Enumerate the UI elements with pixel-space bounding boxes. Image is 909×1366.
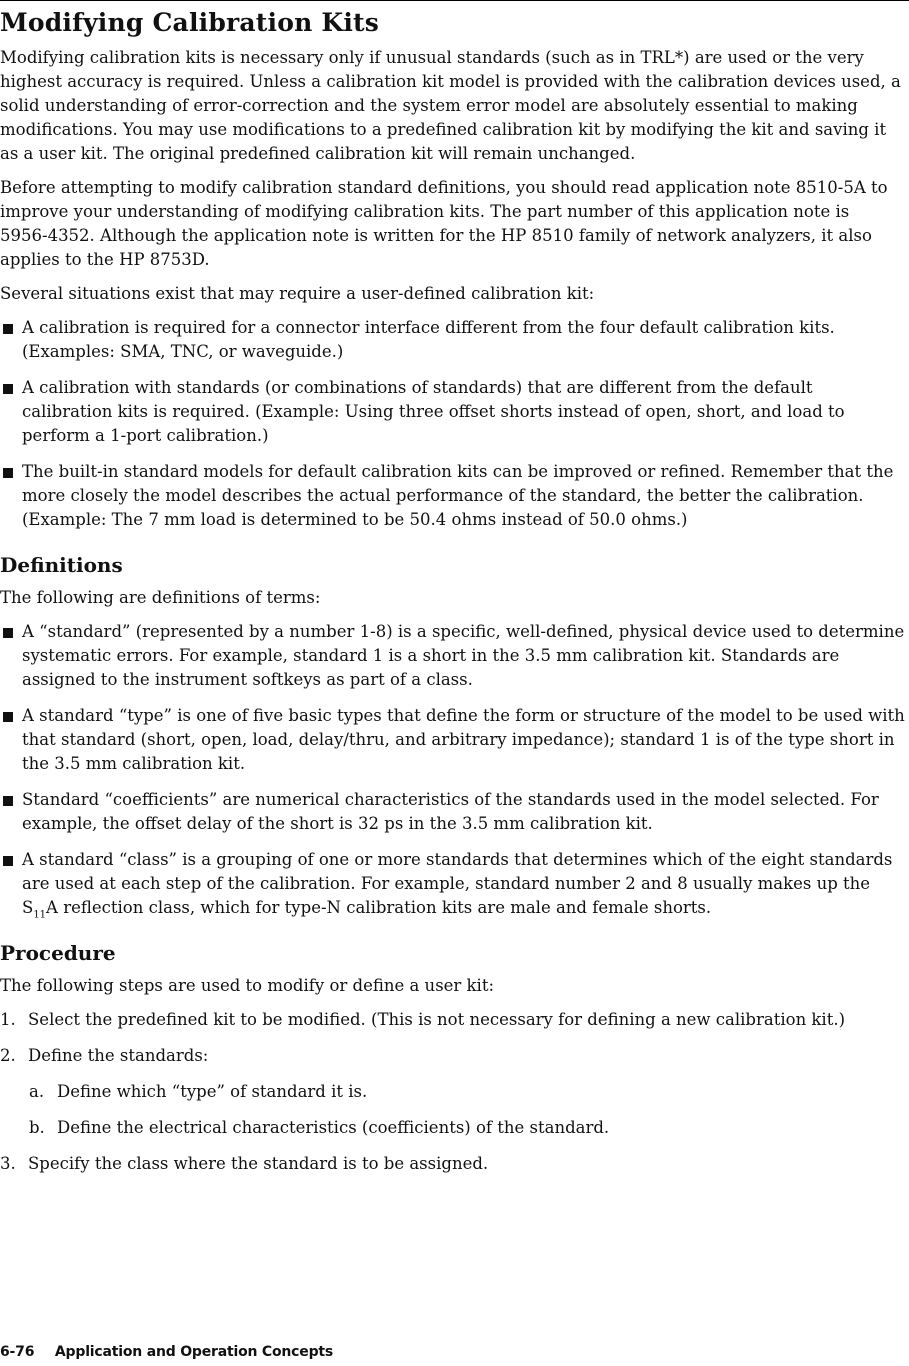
square-bullet-icon xyxy=(3,856,13,866)
list-item xyxy=(0,376,907,448)
list-item-text xyxy=(22,850,893,921)
class-text-before: A standard “class” is a grouping of one or more standards that determines which of the eight standards are used at each step of the calibration. For example, standard number 2 and 8 usually makes up the S xyxy=(22,850,893,917)
list-item-text: A standard “type” is one of five basic types that define the form or structure of the model to be used with that standard (short, open, load, delay/thru, and arbitrary impedance); standard 1 is of the type short in the 3.5 mm calibration kit. xyxy=(22,706,905,773)
s-parameter-subscript: 11 xyxy=(33,909,47,921)
procedure-step xyxy=(0,1044,908,1068)
intro-paragraph-2: Before attempting to modify calibration standard definitions, you should read application note 8510-5A to improve your understanding of modifying calibration kits. The part number of this application note is 5956-4352. Although the application note is written for the HP 8510 family of network analyzers, it also applies to the HP 8753D. xyxy=(0,178,888,269)
list-item-text: A calibration with standards (or combinations of standards) that are different from the default calibration kits is required. (Example: Using three offset shorts instead of open, short, and load to perform a 1-port calibration.) xyxy=(22,378,845,445)
procedure-substep xyxy=(0,1080,907,1104)
procedure-step xyxy=(0,1152,908,1176)
intro-paragraph-1: Modifying calibration kits is necessary only if unusual standards (such as in TRL*) are used or the very highest accuracy is required. Unless a calibration kit model is provided with the calibration devices used, a solid understanding of error-correction and the system error model are absolutely essential to making modifications. You may use modifications to a predefined calibration kit by modifying the kit and saving it as a user kit. The original predefined calibration kit will remain unchanged. xyxy=(0,48,901,163)
top-rule xyxy=(0,0,909,1)
section-title: Modifying Calibration Kits xyxy=(0,8,380,37)
list-item-text: A calibration is required for a connector interface different from the four default calibration kits. (Examples: SMA, TNC, or waveguide.) xyxy=(22,318,835,361)
class-text-after: A reflection class, which for type-N calibration kits are male and female shorts. xyxy=(46,898,712,917)
step-text: Select the predefined kit to be modified. (This is not necessary for defining a new calibration kit.) xyxy=(28,1010,846,1029)
substep-text: Define the electrical characteristics (coefficients) of the standard. xyxy=(57,1118,610,1137)
list-item xyxy=(0,620,907,692)
definitions-intro: The following are definitions of terms: xyxy=(0,588,321,607)
step-text: Specify the class where the standard is to be assigned. xyxy=(28,1154,489,1173)
procedure-heading: Procedure xyxy=(0,941,116,965)
list-item xyxy=(0,848,907,920)
list-item xyxy=(0,460,907,532)
substep-letter: a. xyxy=(29,1082,45,1101)
definitions-heading: Definitions xyxy=(0,553,123,577)
procedure-substep xyxy=(0,1116,907,1140)
square-bullet-icon xyxy=(3,384,13,394)
substep-letter: b. xyxy=(29,1118,45,1137)
page-footer xyxy=(0,1344,333,1360)
list-item xyxy=(0,316,907,364)
list-item xyxy=(0,788,907,836)
situations-list xyxy=(0,316,909,532)
list-item-text: A “standard” (represented by a number 1-8) is a specific, well-defined, physical device used to determine systematic errors. For example, standard 1 is a short in the 3.5 mm calibration kit. Standards are assigned to the instrument softkeys as part of a class. xyxy=(22,622,905,689)
list-item-text: Standard “coefficients” are numerical characteristics of the standards used in the model selected. For example, the offset delay of the short is 32 ps in the 3.5 mm calibration kit. xyxy=(22,790,879,833)
procedure-intro: The following steps are used to modify or define a user kit: xyxy=(0,976,495,995)
step-number: 2. xyxy=(0,1046,16,1065)
square-bullet-icon xyxy=(3,324,13,334)
list-item-text: The built-in standard models for default calibration kits can be improved or refined. Remember that the more closely the model describes the actual performance of the standard, the better the calibration. (Example: The 7 mm load is determined to be 50.4 ohms instead of 50.0 ohms.) xyxy=(22,462,894,529)
chapter-title: Application and Operation Concepts xyxy=(54,1344,334,1360)
square-bullet-icon xyxy=(3,628,13,638)
procedure-step xyxy=(0,1008,908,1032)
step-number: 3. xyxy=(0,1154,16,1173)
square-bullet-icon xyxy=(3,796,13,806)
page-content xyxy=(0,6,909,1188)
step-text: Define the standards: xyxy=(28,1046,209,1065)
list-item xyxy=(0,704,907,776)
substep-text: Define which “type” of standard it is. xyxy=(57,1082,368,1101)
page-number: 6-76 xyxy=(0,1344,35,1360)
intro-paragraph-3: Several situations exist that may require a user-defined calibration kit: xyxy=(0,284,595,303)
step-number: 1. xyxy=(0,1010,16,1029)
definitions-list xyxy=(0,620,909,920)
square-bullet-icon xyxy=(3,468,13,478)
square-bullet-icon xyxy=(3,712,13,722)
